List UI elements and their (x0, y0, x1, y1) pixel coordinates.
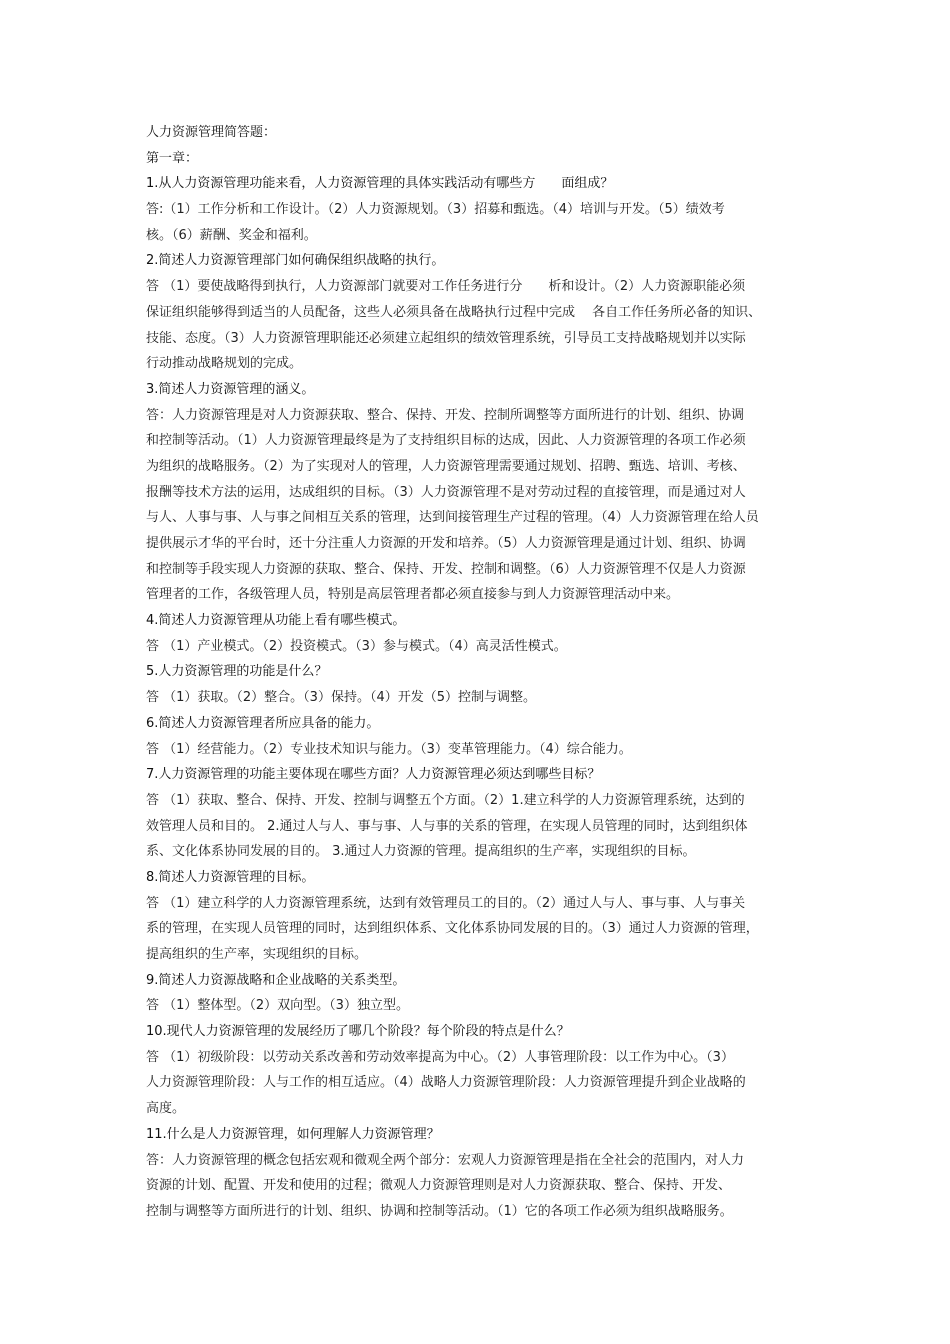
text-line: 效管理人员和目的。 2.通过人与人、事与事、人与事的关系的管理，在实现人员管理的同时，达到组织体 (146, 818, 748, 834)
text-line: 答：人力资源管理的概念包括宏观和微观全两个部分：宏观人力资源管理是指在全社会的范围内，对人力 (146, 1152, 745, 1168)
question-line: 3.简述人力资源管理的涵义。 (146, 381, 315, 397)
text-line: 答 （1）经营能力。（2）专业技术知识与能力。（3）变革管理能力。（4）综合能力。 (146, 741, 632, 757)
question-line: 1.从人力资源管理功能来看，人力资源管理的具体实践活动有哪些方 面组成？ (146, 176, 614, 192)
text-line: 技能、态度。（3）人力资源管理职能还必须建立起组织的绩效管理系统，引导员工支持战略规划并以实际 (146, 330, 746, 346)
text-line: 提高组织的生产率，实现组织的目标。 (146, 947, 368, 962)
question-line: 5.人力资源管理的功能是什么？ (146, 664, 328, 680)
text-line: 核。（6）薪酬、奖金和福利。 (146, 227, 317, 243)
question-line: 4.简述人力资源管理从功能上看有哪些模式。 (146, 613, 406, 629)
text-line: 保证组织能够得到适当的人员配备，这些人必须具备在战略执行过程中完成 各自工作任务所必备的知识、 (146, 304, 762, 320)
text-line: 高度。 (146, 1101, 186, 1117)
question-line: 10.现代人力资源管理的发展经历了哪几个阶段？每个阶段的特点是什么？ (146, 1024, 570, 1040)
question-line: 人力资源管理简答题： (146, 125, 277, 140)
text-line: 答 （1）获取。（2）整合。（3）保持。（4）开发（5）控制与调整。 (146, 690, 536, 706)
text-line: 提供展示才华的平台时，还十分注重人力资源的开发和培养。（5）人力资源管理是通过计划、组织、协调 (146, 536, 746, 551)
question-line: 8.简述人力资源管理的目标。 (146, 869, 315, 885)
text-line: 答 （1）初级阶段：以劳动关系改善和劳动效率提高为中心。（2）人事管理阶段：以工作为中心。（3） (146, 1049, 734, 1065)
text-line: 人力资源管理阶段：人与工作的相互适应。（4）战略人力资源管理阶段：人力资源管理提升到企业战略的 (146, 1075, 746, 1091)
text-line: 和控制等活动。（1）人力资源管理最终是为了支持组织目标的达成，因此、人力资源管理的各项工作必须 (146, 433, 746, 449)
text-line: 为组织的战略服务。（2）为了实现对人的管理，人力资源管理需要通过规划、招聘、甄选、培训、考核、 (146, 458, 746, 474)
text-line: 控制与调整等方面所进行的计划、组织、协调和控制等活动。（1）它的各项工作必须为组织战略服务。 (146, 1203, 733, 1219)
document-body (146, 120, 811, 1225)
question-line: 6.简述人力资源管理者所应具备的能力。 (146, 715, 380, 731)
question-line: 9.简述人力资源战略和企业战略的关系类型。 (146, 972, 406, 988)
question-line: 2.简述人力资源管理部门如何确保组织战略的执行。 (146, 253, 445, 269)
text-line: 资源的计划、配置、开发和使用的过程；微观人力资源管理则是对人力资源获取、整合、保持、开发、 (146, 1178, 732, 1194)
text-line: 报酬等技术方法的运用，达成组织的目标。（3）人力资源管理不是对劳动过程的直接管理，而是通过对人 (146, 484, 746, 500)
text-line: 行动推动战略规划的完成。 (146, 356, 303, 372)
question-line: 11.什么是人力资源管理，如何理解人力资源管理？ (146, 1126, 440, 1142)
text-line: 系的管理，在实现人员管理的同时，达到组织体系、文化体系协同发展的目的。（3）通过人力资源的管理， (146, 921, 759, 937)
text-line: 答 （1）建立科学的人力资源管理系统，达到有效管理员工的目的。（2）通过人与人、事与事、人与事关 (146, 895, 746, 911)
text-line: 系、文化体系协同发展的目的。 3.通过人力资源的管理。提高组织的生产率，实现组织的目标。 (146, 844, 696, 860)
text-line: 答 （1）要使战略得到执行，人力资源部门就要对工作任务进行分 析和设计。（2）人力资源职能必须 (146, 279, 746, 295)
text-line: 答 （1）产业模式。（2）投资模式。（3）参与模式。（4）高灵活性模式。 (146, 638, 567, 654)
question-line: 7.人力资源管理的功能主要体现在哪些方面？人力资源管理必须达到哪些目标？ (146, 767, 601, 783)
text-line: 与人、人事与事、人与事之间相互关系的管理，达到间接管理生产过程的管理。（4）人力资源管理在给人员 (146, 510, 759, 526)
text-line: 和控制等手段实现人力资源的获取、整合、保持、开发、控制和调整。（6）人力资源管理不仅是人力资源 (146, 561, 746, 577)
text-line: 答：人力资源管理是对人力资源获取、整合、保持、开发、控制所调整等方面所进行的计划、组织、协调 (146, 407, 745, 423)
text-line: 管理者的工作，各级管理人员，特别是高层管理者都必须直接参与到人力资源管理活动中来。 (146, 587, 680, 603)
question-line: 第一章： (146, 150, 199, 166)
text-line: 答:（1）工作分析和工作设计。（2）人力资源规划。（3）招募和甄选。（4）培训与开发。（5）绩效考 (146, 202, 725, 218)
text-line: 答 （1）获取、整合、保持、开发、控制与调整五个方面。（2）1.建立科学的人力资源管理系统，达到的 (146, 792, 745, 808)
text-line: 答 （1）整体型。（2）双向型。（3）独立型。 (146, 998, 409, 1014)
